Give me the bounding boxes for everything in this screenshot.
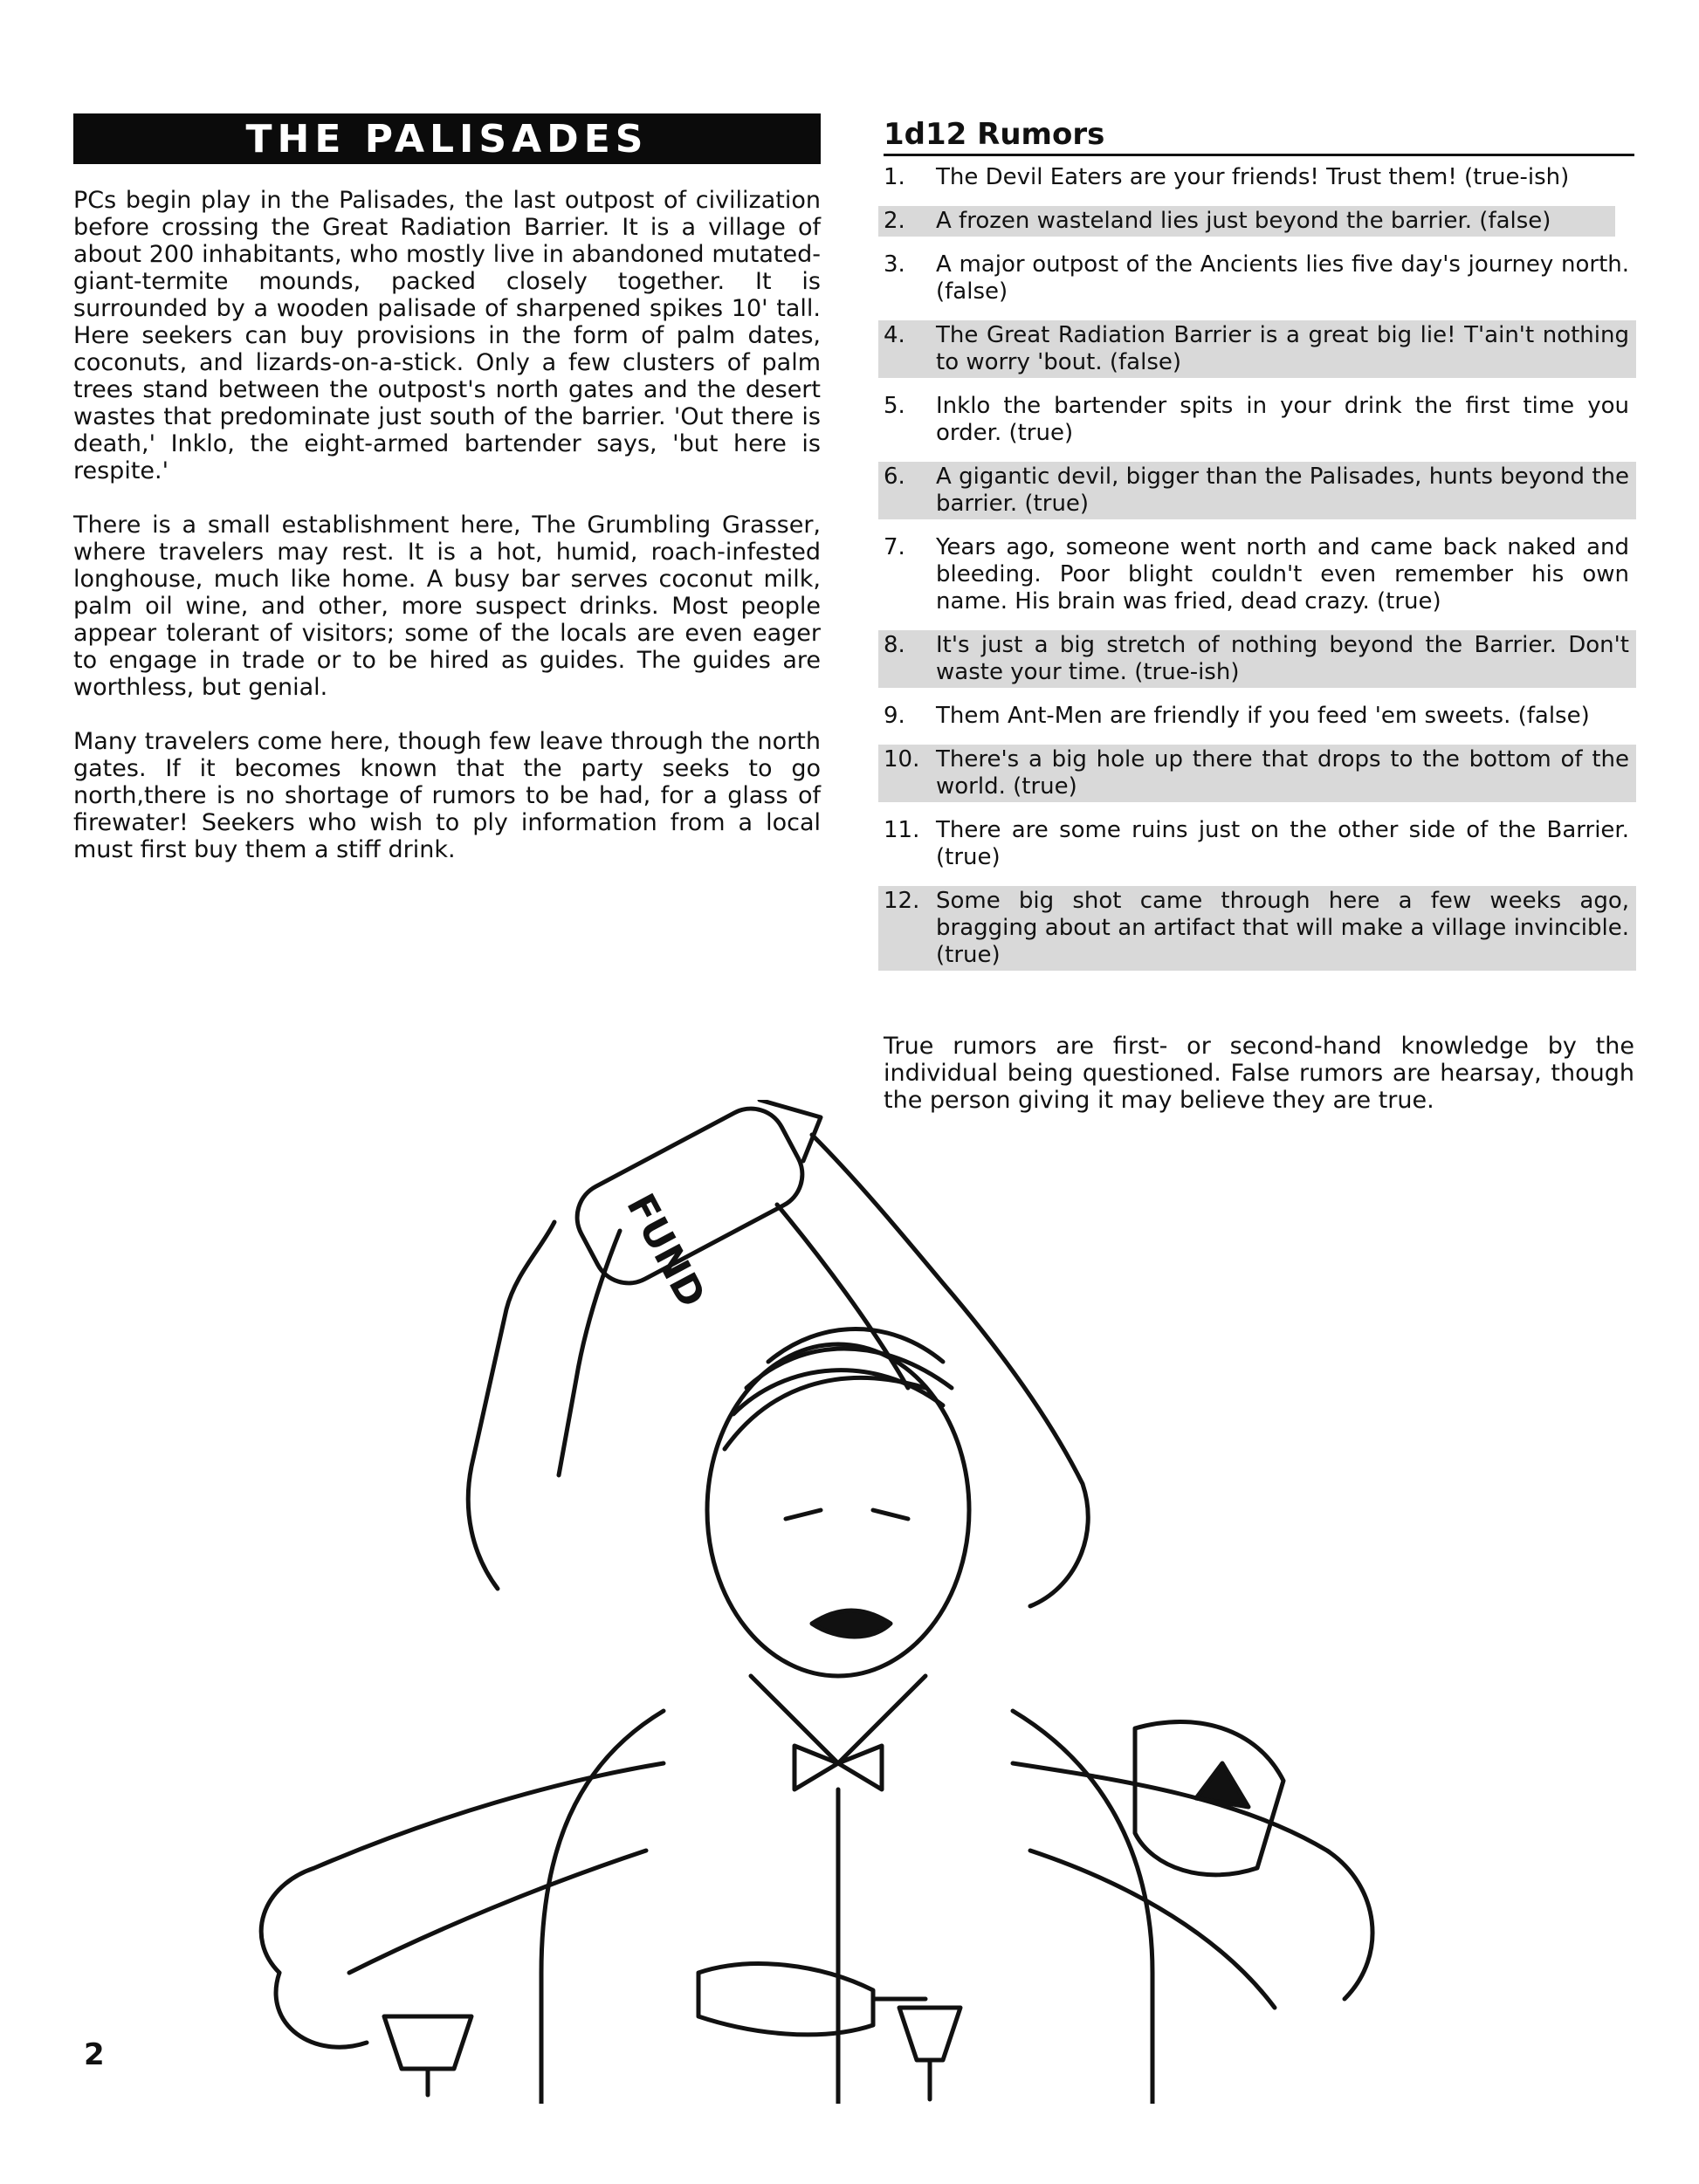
intro-paragraph: PCs begin play in the Palisades, the last outpost of civilization before crossing the Great Radiation Barrier. It is a village of about 200 inhabitants, who mostly live in abandoned mutated-giant-termite mounds, packed closely together. It is surrounded by a wooden palisade of sharpened spikes 10' tall. Here seekers can buy provisions in the form of palm dates, coconuts, and lizards-on-a-stick. Only a few clusters of palm trees stand between the outpost's north gates and the desert wastes that predominate just south of the barrier. 'Out there is death,' Inklo, the eight-armed bartender says, 'but here is respite.' (73, 187, 821, 484)
rumor-row (878, 815, 1636, 873)
rumor-row (878, 320, 1636, 378)
rumor-number: 3. (884, 251, 905, 278)
rumor-number: 4. (884, 322, 905, 348)
rumor-number: 8. (884, 632, 905, 658)
rumor-number: 11. (884, 817, 920, 843)
rumors-note: True rumors are first- or second-hand knowledge by the individual being questioned. False rumors are hearsay, though the person giving it may believe they are true. (884, 1033, 1634, 1114)
rumor-text: It's just a big stretch of nothing beyond the Barrier. Don't waste your time. (true-ish) (936, 632, 1629, 685)
rumor-row (878, 250, 1636, 307)
rumor-text: The Great Radiation Barrier is a great big lie! T'ain't nothing to worry 'bout. (false) (936, 322, 1629, 375)
rumor-number: 5. (884, 393, 905, 419)
bottle-label: FUND (617, 1186, 714, 1315)
bartender-illustration (210, 1100, 1449, 2104)
intro-paragraph: Many travelers come here, though few leave through the north gates. If it becomes known that the party seeks to go north,there is no shortage of rumors to be had, for a glass of firewater! Seekers who wish to ply information from a local must first buy them a stiff drink. (73, 728, 821, 863)
rumor-text: Inklo the bartender spits in your drink the first time you order. (true) (936, 393, 1629, 446)
rumor-number: 12. (884, 888, 920, 914)
rumor-table (878, 162, 1636, 984)
rumor-text: Some big shot came through here a few weeks ago, bragging about an artifact that will make a village invincible. (true) (936, 888, 1629, 968)
section-title-bar (73, 113, 821, 164)
rumor-number: 1. (884, 164, 905, 190)
rumor-row (878, 462, 1636, 519)
rumor-row (878, 162, 1636, 193)
rumor-row (878, 745, 1636, 802)
intro-text (73, 187, 821, 890)
rumor-text: A frozen wasteland lies just beyond the barrier. (false) (936, 208, 1551, 234)
rumor-text: There are some ruins just on the other side of the Barrier. (true) (936, 817, 1629, 870)
rumor-row (878, 886, 1636, 971)
rumor-text: A major outpost of the Ancients lies five day's journey north. (false) (936, 251, 1629, 305)
rumor-row (878, 630, 1636, 688)
rumor-number: 9. (884, 703, 905, 729)
rumor-number: 6. (884, 464, 905, 490)
rumor-text: The Devil Eaters are your friends! Trust them! (true-ish) (936, 164, 1570, 190)
rumor-row (878, 701, 1636, 731)
rumor-row (878, 206, 1615, 237)
rumor-text: Them Ant-Men are friendly if you feed 'em sweets. (false) (936, 703, 1590, 729)
rumors-heading-bar (884, 115, 1634, 156)
rumors-heading: 1d12 Rumors (884, 117, 1105, 152)
rumor-number: 10. (884, 746, 920, 773)
rumor-number: 2. (884, 208, 905, 234)
rumor-row (878, 532, 1636, 617)
page-number: 2 (84, 2037, 105, 2072)
rumor-number: 7. (884, 534, 905, 560)
rumor-text: There's a big hole up there that drops to the bottom of the world. (true) (936, 746, 1629, 800)
section-title: THE PALISADES (245, 116, 649, 161)
rumor-row (878, 391, 1636, 449)
rumor-text: A gigantic devil, bigger than the Palisades, hunts beyond the barrier. (true) (936, 464, 1629, 517)
rumor-text: Years ago, someone went north and came back naked and bleeding. Poor blight couldn't even remember his own name. His brain was fried, dead crazy. (true) (936, 534, 1629, 615)
intro-paragraph: There is a small establishment here, The Grumbling Grasser, where travelers may rest. It is a hot, humid, roach-infested longhouse, much like home. A busy bar serves coconut milk, palm oil wine, and other, more suspect drinks. Most people appear tolerant of visitors; some of the locals are even eager to engage in trade or to be hired as guides. The guides are worthless, but genial. (73, 512, 821, 701)
